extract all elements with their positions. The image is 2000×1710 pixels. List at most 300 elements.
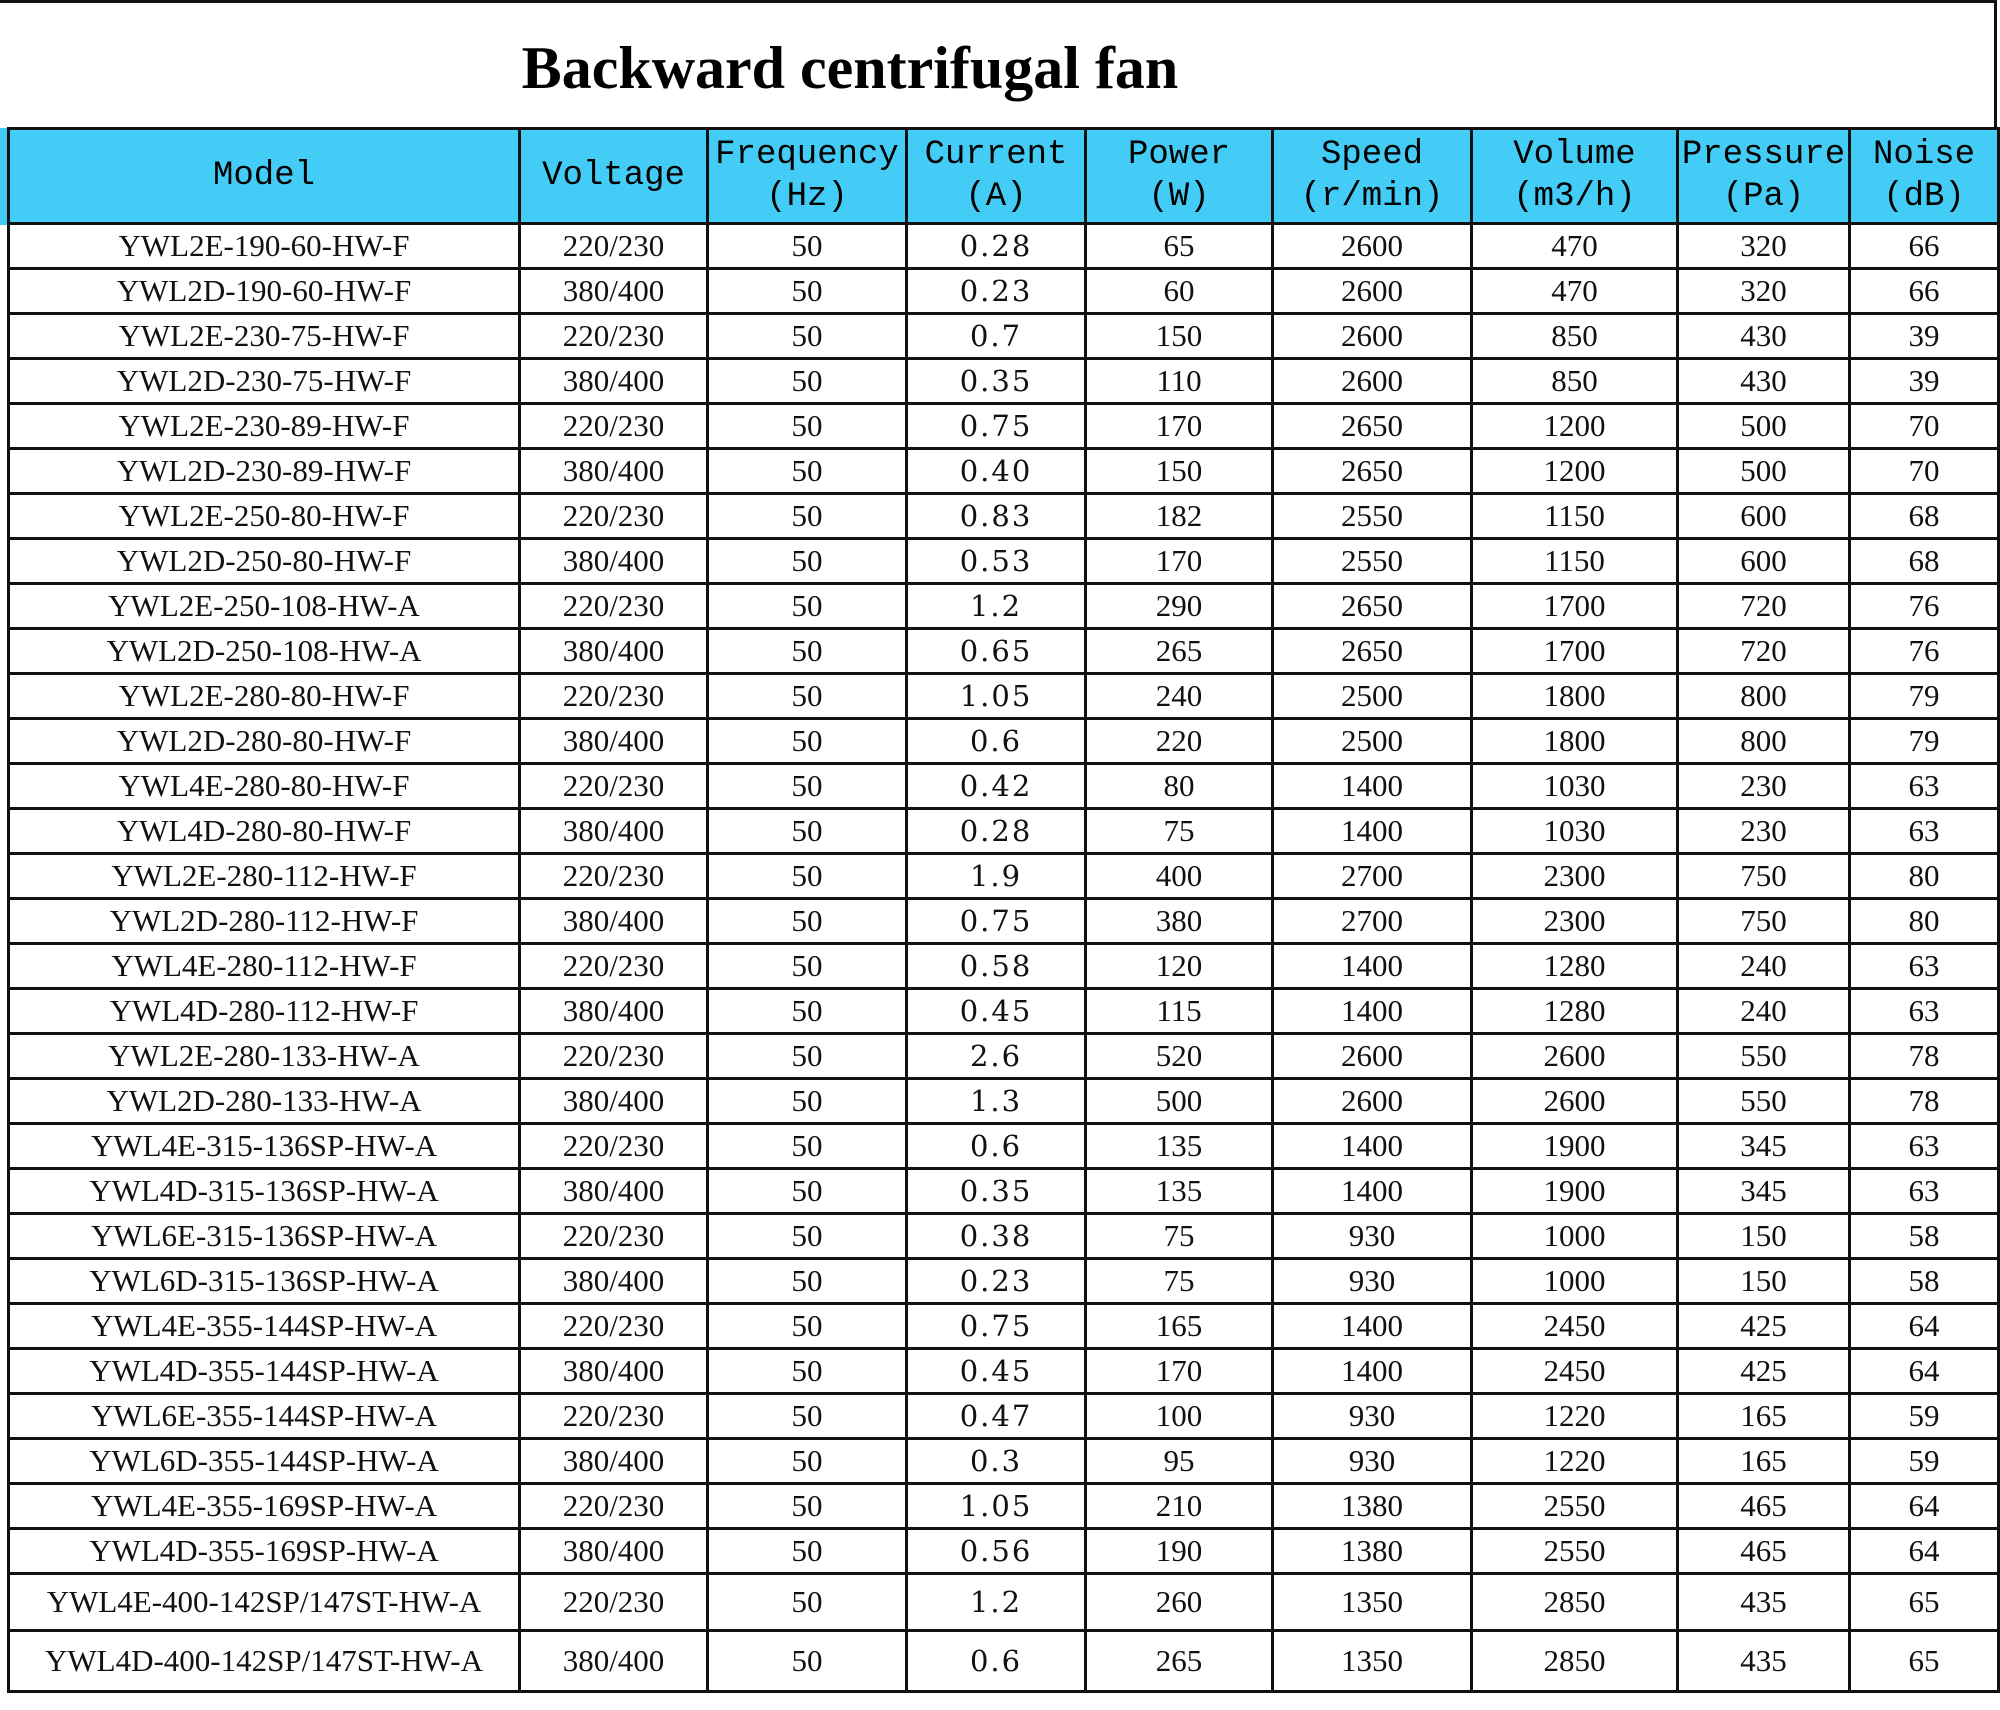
cell-pressure: 750	[1678, 854, 1850, 899]
top-border	[0, 0, 1996, 3]
cell-model: YWL4D-355-169SP-HW-A	[9, 1529, 520, 1574]
cell-noise: 66	[1850, 269, 1999, 314]
cell-pressure: 320	[1678, 269, 1850, 314]
cell-frequency: 50	[708, 584, 907, 629]
table-row	[9, 944, 1999, 989]
cell-noise: 66	[1850, 224, 1999, 269]
cell-volume: 1000	[1472, 1214, 1678, 1259]
cell-voltage: 380/400	[520, 629, 708, 674]
cell-volume: 1700	[1472, 629, 1678, 674]
cell-speed: 1400	[1273, 764, 1472, 809]
column-header-unit: (m3/h)	[1513, 178, 1636, 216]
cell-speed: 2500	[1273, 719, 1472, 764]
cell-power: 165	[1086, 1304, 1273, 1349]
cell-frequency: 50	[708, 1631, 907, 1692]
cell-noise: 58	[1850, 1259, 1999, 1304]
cell-current: 0.53	[907, 539, 1086, 584]
cell-current: 1.9	[907, 854, 1086, 899]
cell-pressure: 430	[1678, 314, 1850, 359]
table-row	[9, 1079, 1999, 1124]
cell-volume: 1800	[1472, 674, 1678, 719]
cell-power: 170	[1086, 1349, 1273, 1394]
table-row	[9, 494, 1999, 539]
cell-noise: 63	[1850, 1124, 1999, 1169]
cell-pressure: 465	[1678, 1484, 1850, 1529]
cell-speed: 2650	[1273, 629, 1472, 674]
cell-noise: 79	[1850, 719, 1999, 764]
cell-frequency: 50	[708, 269, 907, 314]
cell-voltage: 220/230	[520, 674, 708, 719]
cell-pressure: 165	[1678, 1394, 1850, 1439]
cell-model: YWL2D-230-75-HW-F	[9, 359, 520, 404]
cell-voltage: 380/400	[520, 1529, 708, 1574]
cell-current: 0.75	[907, 404, 1086, 449]
table-row	[9, 1034, 1999, 1079]
cell-speed: 1400	[1273, 809, 1472, 854]
cell-pressure: 345	[1678, 1124, 1850, 1169]
column-header-unit: (dB)	[1883, 178, 1965, 216]
cell-current: 0.6	[907, 719, 1086, 764]
table-row	[9, 764, 1999, 809]
cell-volume: 1200	[1472, 449, 1678, 494]
cell-voltage: 380/400	[520, 899, 708, 944]
cell-volume: 2300	[1472, 854, 1678, 899]
cell-voltage: 380/400	[520, 1169, 708, 1214]
cell-power: 500	[1086, 1079, 1273, 1124]
cell-power: 170	[1086, 539, 1273, 584]
cell-model: YWL2D-280-112-HW-F	[9, 899, 520, 944]
cell-current: 0.35	[907, 359, 1086, 404]
cell-pressure: 720	[1678, 584, 1850, 629]
cell-model: YWL2E-230-75-HW-F	[9, 314, 520, 359]
cell-model: YWL2E-280-112-HW-F	[9, 854, 520, 899]
cell-pressure: 150	[1678, 1259, 1850, 1304]
cell-noise: 78	[1850, 1034, 1999, 1079]
cell-power: 115	[1086, 989, 1273, 1034]
column-header-frequency	[708, 129, 907, 224]
cell-voltage: 220/230	[520, 404, 708, 449]
cell-current: 0.38	[907, 1214, 1086, 1259]
cell-volume: 470	[1472, 269, 1678, 314]
cell-power: 182	[1086, 494, 1273, 539]
cell-model: YWL2D-250-80-HW-F	[9, 539, 520, 584]
cell-speed: 1380	[1273, 1529, 1472, 1574]
cell-noise: 39	[1850, 359, 1999, 404]
cell-model: YWL6D-355-144SP-HW-A	[9, 1439, 520, 1484]
cell-model: YWL6D-315-136SP-HW-A	[9, 1259, 520, 1304]
cell-voltage: 220/230	[520, 854, 708, 899]
cell-frequency: 50	[708, 449, 907, 494]
cell-power: 100	[1086, 1394, 1273, 1439]
cell-frequency: 50	[708, 1259, 907, 1304]
table-row	[9, 989, 1999, 1034]
cell-frequency: 50	[708, 1304, 907, 1349]
column-header-current	[907, 129, 1086, 224]
cell-volume: 850	[1472, 314, 1678, 359]
cell-speed: 2600	[1273, 269, 1472, 314]
cell-frequency: 50	[708, 1439, 907, 1484]
table-row	[9, 719, 1999, 764]
table-row	[9, 1169, 1999, 1214]
cell-speed: 2600	[1273, 314, 1472, 359]
cell-speed: 1400	[1273, 1304, 1472, 1349]
cell-noise: 65	[1850, 1574, 1999, 1631]
column-header-speed	[1273, 129, 1472, 224]
cell-current: 1.3	[907, 1079, 1086, 1124]
cell-volume: 1800	[1472, 719, 1678, 764]
cell-volume: 2850	[1472, 1574, 1678, 1631]
cell-power: 170	[1086, 404, 1273, 449]
page-title: Backward centrifugal fan	[521, 35, 1179, 101]
cell-speed: 2700	[1273, 899, 1472, 944]
cell-model: YWL2D-250-108-HW-A	[9, 629, 520, 674]
cell-current: 0.42	[907, 764, 1086, 809]
cell-voltage: 220/230	[520, 1124, 708, 1169]
cell-voltage: 380/400	[520, 449, 708, 494]
right-border	[1994, 0, 1997, 130]
cell-speed: 1400	[1273, 1349, 1472, 1394]
cell-frequency: 50	[708, 314, 907, 359]
cell-voltage: 220/230	[520, 764, 708, 809]
cell-volume: 2550	[1472, 1529, 1678, 1574]
cell-current: 0.65	[907, 629, 1086, 674]
column-header-volume	[1472, 129, 1678, 224]
cell-noise: 78	[1850, 1079, 1999, 1124]
cell-speed: 930	[1273, 1394, 1472, 1439]
column-header-model	[9, 129, 520, 224]
cell-power: 75	[1086, 809, 1273, 854]
cell-voltage: 380/400	[520, 269, 708, 314]
cell-volume: 850	[1472, 359, 1678, 404]
cell-model: YWL2E-280-80-HW-F	[9, 674, 520, 719]
cell-speed: 1400	[1273, 1169, 1472, 1214]
cell-current: 0.56	[907, 1529, 1086, 1574]
cell-speed: 2550	[1273, 494, 1472, 539]
cell-current: 0.23	[907, 1259, 1086, 1304]
cell-model: YWL2E-230-89-HW-F	[9, 404, 520, 449]
table-row	[9, 1439, 1999, 1484]
column-header-label: Speed	[1320, 136, 1424, 174]
cell-noise: 68	[1850, 494, 1999, 539]
cell-power: 240	[1086, 674, 1273, 719]
table-row	[9, 629, 1999, 674]
cell-frequency: 50	[708, 1034, 907, 1079]
cell-noise: 39	[1850, 314, 1999, 359]
cell-frequency: 50	[708, 1169, 907, 1214]
cell-power: 520	[1086, 1034, 1273, 1079]
column-header-unit: (A)	[965, 178, 1027, 216]
column-header-voltage	[520, 129, 708, 224]
cell-frequency: 50	[708, 494, 907, 539]
cell-current: 0.7	[907, 314, 1086, 359]
cell-model: YWL4E-355-169SP-HW-A	[9, 1484, 520, 1529]
cell-current: 0.58	[907, 944, 1086, 989]
cell-frequency: 50	[708, 1079, 907, 1124]
cell-model: YWL2E-250-108-HW-A	[9, 584, 520, 629]
cell-noise: 80	[1850, 854, 1999, 899]
cell-frequency: 50	[708, 989, 907, 1034]
table-row	[9, 224, 1999, 269]
cell-noise: 63	[1850, 944, 1999, 989]
cell-model: YWL2D-230-89-HW-F	[9, 449, 520, 494]
column-header-label: Model	[212, 157, 316, 195]
cell-power: 135	[1086, 1124, 1273, 1169]
cell-noise: 64	[1850, 1349, 1999, 1394]
cell-voltage: 380/400	[520, 809, 708, 854]
cell-noise: 79	[1850, 674, 1999, 719]
cell-power: 75	[1086, 1259, 1273, 1304]
cell-model: YWL4E-355-144SP-HW-A	[9, 1304, 520, 1349]
table-row	[9, 449, 1999, 494]
cell-voltage: 220/230	[520, 944, 708, 989]
cell-current: 1.2	[907, 1574, 1086, 1631]
cell-power: 110	[1086, 359, 1273, 404]
cell-current: 1.05	[907, 1484, 1086, 1529]
table-row	[9, 854, 1999, 899]
cell-frequency: 50	[708, 764, 907, 809]
cell-speed: 1350	[1273, 1574, 1472, 1631]
cell-frequency: 50	[708, 1349, 907, 1394]
cell-voltage: 380/400	[520, 1631, 708, 1692]
cell-power: 65	[1086, 224, 1273, 269]
cell-pressure: 500	[1678, 404, 1850, 449]
cell-power: 290	[1086, 584, 1273, 629]
cell-frequency: 50	[708, 809, 907, 854]
cell-power: 95	[1086, 1439, 1273, 1484]
column-header-pressure	[1678, 129, 1850, 224]
cell-volume: 2600	[1472, 1034, 1678, 1079]
cell-speed: 1400	[1273, 944, 1472, 989]
cell-model: YWL2E-250-80-HW-F	[9, 494, 520, 539]
cell-pressure: 800	[1678, 674, 1850, 719]
cell-speed: 2550	[1273, 539, 1472, 584]
cell-volume: 1220	[1472, 1439, 1678, 1484]
cell-volume: 1900	[1472, 1124, 1678, 1169]
cell-pressure: 345	[1678, 1169, 1850, 1214]
cell-frequency: 50	[708, 944, 907, 989]
cell-noise: 70	[1850, 404, 1999, 449]
cell-current: 0.23	[907, 269, 1086, 314]
cell-model: YWL2D-280-133-HW-A	[9, 1079, 520, 1124]
table-row	[9, 674, 1999, 719]
cell-current: 0.75	[907, 899, 1086, 944]
cell-frequency: 50	[708, 1529, 907, 1574]
cell-pressure: 550	[1678, 1034, 1850, 1079]
column-header-noise	[1850, 129, 1999, 224]
cell-pressure: 165	[1678, 1439, 1850, 1484]
cell-voltage: 220/230	[520, 1034, 708, 1079]
cell-pressure: 425	[1678, 1349, 1850, 1394]
cell-noise: 65	[1850, 1631, 1999, 1692]
cell-noise: 63	[1850, 809, 1999, 854]
cell-frequency: 50	[708, 1574, 907, 1631]
cell-pressure: 240	[1678, 944, 1850, 989]
cell-speed: 1400	[1273, 1124, 1472, 1169]
cell-model: YWL4D-400-142SP/147ST-HW-A	[9, 1631, 520, 1692]
table-row	[9, 1214, 1999, 1259]
table-row	[9, 539, 1999, 584]
cell-pressure: 150	[1678, 1214, 1850, 1259]
cell-volume: 1150	[1472, 539, 1678, 584]
cell-speed: 930	[1273, 1214, 1472, 1259]
cell-power: 150	[1086, 449, 1273, 494]
column-header-label: Current	[924, 136, 1068, 174]
cell-current: 0.75	[907, 1304, 1086, 1349]
cell-pressure: 465	[1678, 1529, 1850, 1574]
cell-model: YWL2D-190-60-HW-F	[9, 269, 520, 314]
cell-pressure: 500	[1678, 449, 1850, 494]
column-header-label: Volume	[1513, 136, 1636, 174]
cell-model: YWL4D-280-80-HW-F	[9, 809, 520, 854]
cell-volume: 2600	[1472, 1079, 1678, 1124]
cell-volume: 2850	[1472, 1631, 1678, 1692]
cell-current: 0.6	[907, 1124, 1086, 1169]
cell-volume: 1200	[1472, 404, 1678, 449]
table-row	[9, 314, 1999, 359]
column-header-label: Voltage	[542, 157, 685, 195]
cell-voltage: 380/400	[520, 1439, 708, 1484]
cell-pressure: 230	[1678, 764, 1850, 809]
cell-voltage: 380/400	[520, 989, 708, 1034]
cell-voltage: 380/400	[520, 539, 708, 584]
cell-voltage: 380/400	[520, 1349, 708, 1394]
cell-model: YWL2E-190-60-HW-F	[9, 224, 520, 269]
cell-model: YWL4E-280-112-HW-F	[9, 944, 520, 989]
cell-noise: 64	[1850, 1304, 1999, 1349]
cell-frequency: 50	[708, 854, 907, 899]
cell-speed: 1380	[1273, 1484, 1472, 1529]
cell-model: YWL4E-315-136SP-HW-A	[9, 1124, 520, 1169]
cell-volume: 1280	[1472, 944, 1678, 989]
cell-volume: 2450	[1472, 1304, 1678, 1349]
cell-model: YWL6E-315-136SP-HW-A	[9, 1214, 520, 1259]
cell-voltage: 220/230	[520, 1214, 708, 1259]
cell-noise: 58	[1850, 1214, 1999, 1259]
table-row	[9, 1259, 1999, 1304]
cell-power: 220	[1086, 719, 1273, 764]
cell-power: 265	[1086, 1631, 1273, 1692]
cell-voltage: 380/400	[520, 719, 708, 764]
column-header-label: Power	[1127, 136, 1231, 174]
cell-speed: 1350	[1273, 1631, 1472, 1692]
cell-current: 0.28	[907, 224, 1086, 269]
cell-noise: 70	[1850, 449, 1999, 494]
cell-speed: 2600	[1273, 1034, 1472, 1079]
cell-frequency: 50	[708, 1484, 907, 1529]
cell-current: 1.05	[907, 674, 1086, 719]
cell-power: 120	[1086, 944, 1273, 989]
cell-model: YWL2D-280-80-HW-F	[9, 719, 520, 764]
cell-volume: 1030	[1472, 809, 1678, 854]
cell-power: 80	[1086, 764, 1273, 809]
cell-volume: 1900	[1472, 1169, 1678, 1214]
cell-frequency: 50	[708, 629, 907, 674]
cell-voltage: 220/230	[520, 1304, 708, 1349]
cell-current: 0.45	[907, 989, 1086, 1034]
cell-speed: 2650	[1273, 584, 1472, 629]
cell-model: YWL4D-280-112-HW-F	[9, 989, 520, 1034]
cell-power: 210	[1086, 1484, 1273, 1529]
cell-pressure: 800	[1678, 719, 1850, 764]
cell-voltage: 220/230	[520, 584, 708, 629]
cell-pressure: 600	[1678, 494, 1850, 539]
table-row	[9, 1484, 1999, 1529]
cell-noise: 63	[1850, 1169, 1999, 1214]
table-row	[9, 269, 1999, 314]
cell-power: 265	[1086, 629, 1273, 674]
cell-current: 0.40	[907, 449, 1086, 494]
cell-current: 0.83	[907, 494, 1086, 539]
cell-speed: 2600	[1273, 359, 1472, 404]
cell-pressure: 320	[1678, 224, 1850, 269]
cell-pressure: 430	[1678, 359, 1850, 404]
cell-power: 260	[1086, 1574, 1273, 1631]
cell-model: YWL4E-280-80-HW-F	[9, 764, 520, 809]
cell-model: YWL4E-400-142SP/147ST-HW-A	[9, 1574, 520, 1631]
table-row	[9, 584, 1999, 629]
cell-frequency: 50	[708, 1214, 907, 1259]
cell-volume: 1030	[1472, 764, 1678, 809]
cell-voltage: 220/230	[520, 1574, 708, 1631]
cell-volume: 470	[1472, 224, 1678, 269]
table-row	[9, 1529, 1999, 1574]
cell-power: 380	[1086, 899, 1273, 944]
cell-speed: 2500	[1273, 674, 1472, 719]
cell-speed: 2600	[1273, 224, 1472, 269]
cell-power: 190	[1086, 1529, 1273, 1574]
column-header-unit: (r/min)	[1300, 178, 1444, 216]
table-row	[9, 1631, 1999, 1692]
cell-power: 400	[1086, 854, 1273, 899]
cell-volume: 1150	[1472, 494, 1678, 539]
cell-frequency: 50	[708, 1124, 907, 1169]
cell-frequency: 50	[708, 899, 907, 944]
table-row	[9, 809, 1999, 854]
cell-voltage: 220/230	[520, 1394, 708, 1439]
cell-noise: 64	[1850, 1484, 1999, 1529]
cell-voltage: 220/230	[520, 494, 708, 539]
column-header-label: Frequency	[715, 136, 899, 174]
cell-frequency: 50	[708, 674, 907, 719]
cell-voltage: 380/400	[520, 1079, 708, 1124]
column-header-unit: (W)	[1148, 178, 1210, 216]
cell-pressure: 240	[1678, 989, 1850, 1034]
cell-current: 2.6	[907, 1034, 1086, 1079]
cell-volume: 2450	[1472, 1349, 1678, 1394]
cell-speed: 2650	[1273, 404, 1472, 449]
cell-current: 0.47	[907, 1394, 1086, 1439]
cell-power: 60	[1086, 269, 1273, 314]
table-row	[9, 1124, 1999, 1169]
cell-noise: 68	[1850, 539, 1999, 584]
cell-noise: 64	[1850, 1529, 1999, 1574]
cell-pressure: 550	[1678, 1079, 1850, 1124]
table-body	[9, 224, 1999, 1692]
table-row	[9, 404, 1999, 449]
cell-volume: 2550	[1472, 1484, 1678, 1529]
cell-volume: 1280	[1472, 989, 1678, 1034]
cell-pressure: 435	[1678, 1574, 1850, 1631]
cell-pressure: 720	[1678, 629, 1850, 674]
cell-speed: 2700	[1273, 854, 1472, 899]
cell-noise: 76	[1850, 584, 1999, 629]
cell-noise: 59	[1850, 1394, 1999, 1439]
column-header-label: Pressure	[1681, 136, 1846, 174]
cell-noise: 63	[1850, 764, 1999, 809]
cell-model: YWL4D-355-144SP-HW-A	[9, 1349, 520, 1394]
cell-model: YWL2E-280-133-HW-A	[9, 1034, 520, 1079]
cell-current: 0.45	[907, 1349, 1086, 1394]
